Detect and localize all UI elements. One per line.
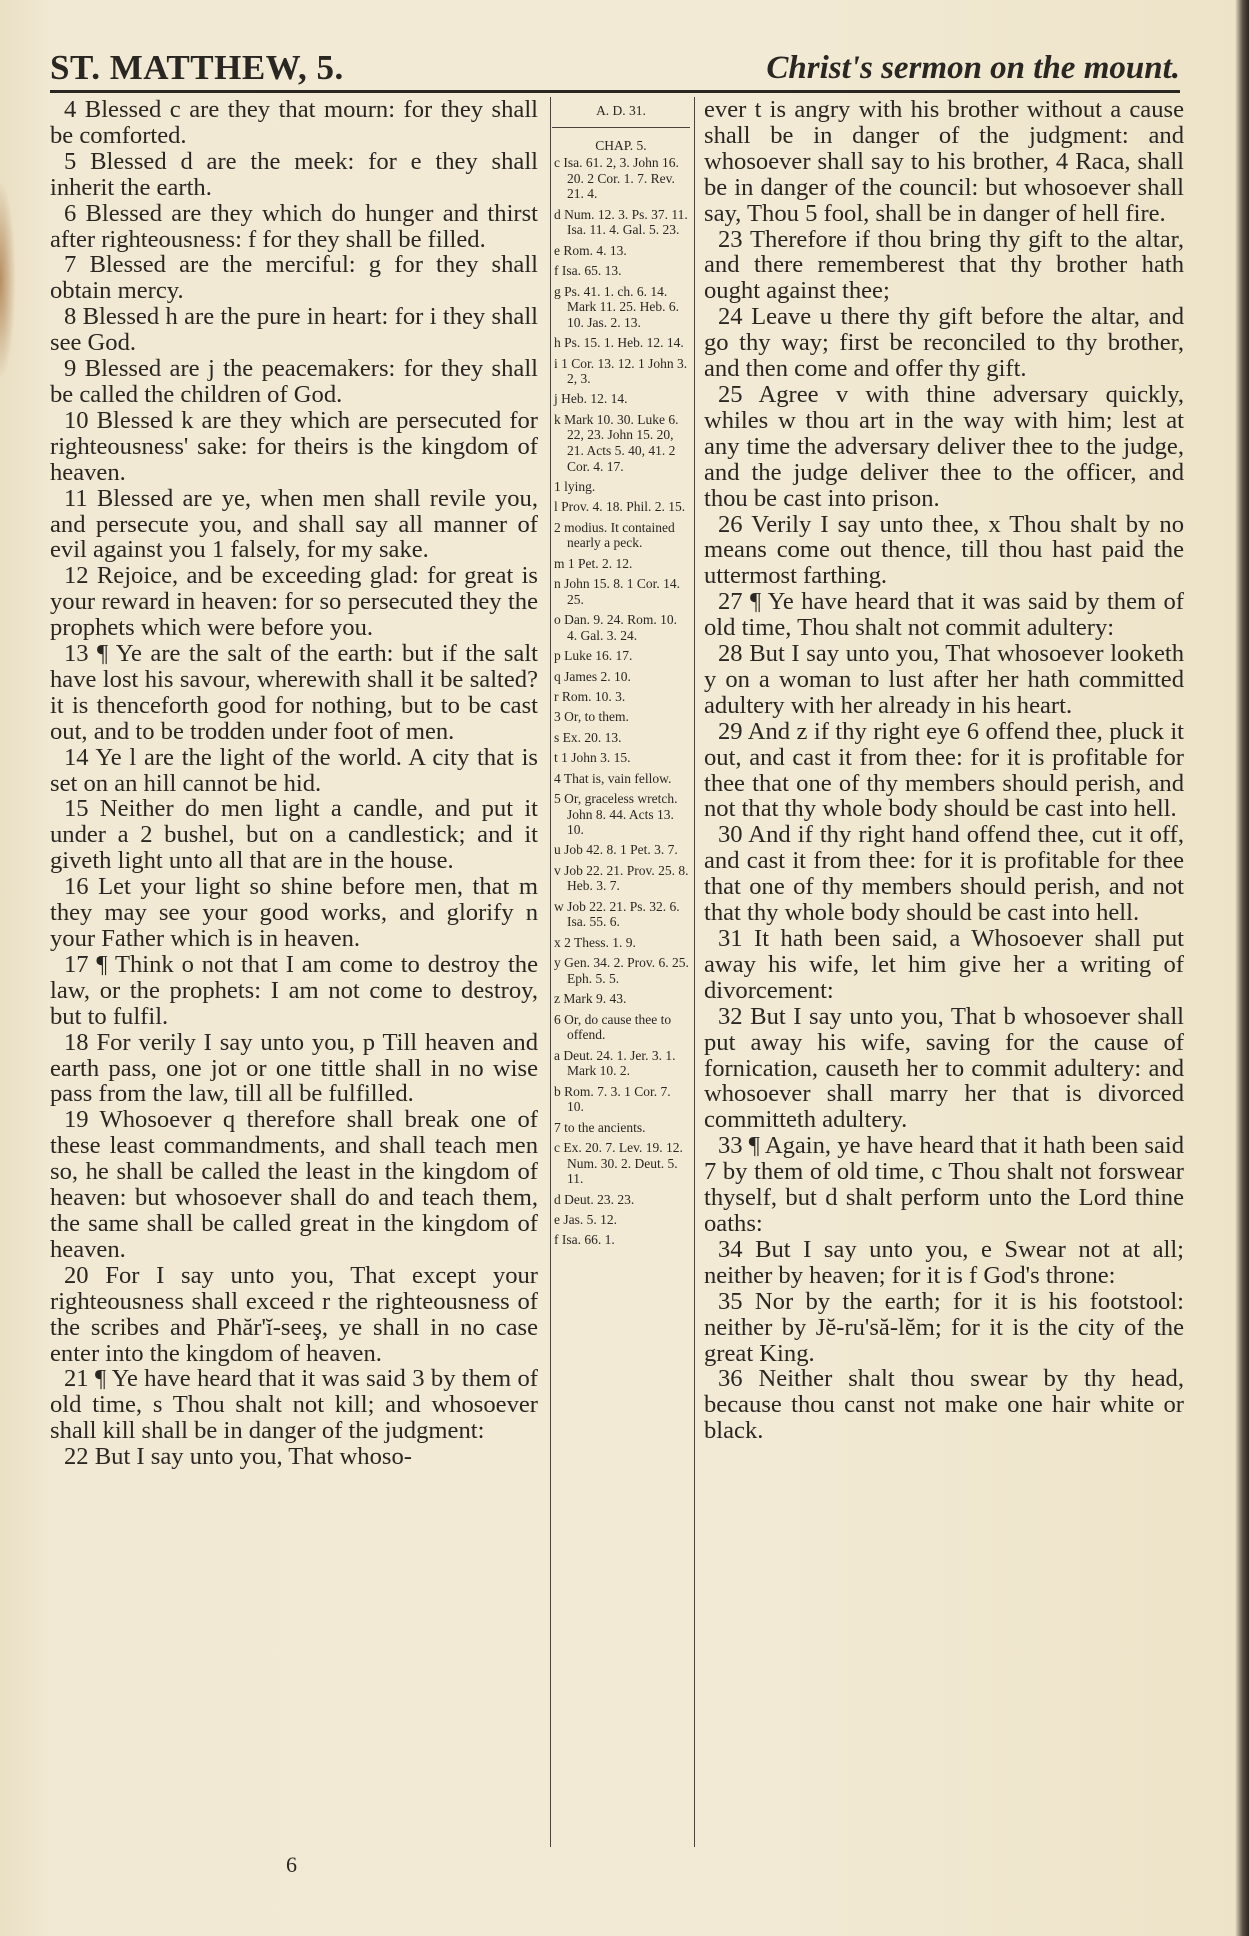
verse: 19 Whosoever q therefore shall break one of these least commandments, and shall teach men so, he shall be called the least in the kingdom of heaven: but whosoever shall do and teach them, the same shall be called great in the kingdom of heaven. bbox=[50, 1106, 538, 1263]
verse: 21 ¶ Ye have heard that it was said 3 by them of old time, s Thou shalt not kill; and whosoever shall kill shall be in danger of the judgment: bbox=[50, 1365, 538, 1445]
margin-note: 5 Or, graceless wretch. John 8. 44. Acts 13. 10. bbox=[554, 790, 678, 838]
margin-note: b Rom. 7. 3. 1 Cor. 7. 10. bbox=[554, 1083, 671, 1115]
verse: 27 ¶ Ye have heard that it was said by them of old time, Thou shalt not commit adultery: bbox=[704, 588, 1184, 642]
verse: 23 Therefore if thou bring thy gift to the altar, and there rememberest that thy brother hath ought against thee; bbox=[704, 225, 1184, 305]
margin-note: h Ps. 15. 1. Heb. 12. 14. bbox=[554, 335, 684, 351]
column-divider-left bbox=[550, 97, 551, 1847]
verse: 29 And z if thy right eye 6 offend thee, pluck it out, and cast it from thee: for it is profitable for thee that one of thy members should perish, and not that thy whole body should be cast into hell. bbox=[704, 717, 1184, 823]
verse: 17 ¶ Think o not that I am come to destroy the law, or the prophets: I am not come to destroy, but to fulfil. bbox=[50, 950, 538, 1030]
verse: 33 ¶ Again, ye have heard that it hath been said 7 by them of old time, c Thou shalt not forswear thyself, but d shalt perform unto the Lord thine oaths: bbox=[704, 1132, 1184, 1237]
verse: 6 Blessed are they which do hunger and thirst after righteousness: f for they shall be filled. bbox=[50, 199, 538, 253]
verse: 22 But I say unto you, That whoso- bbox=[64, 1443, 412, 1471]
margin-year: A. D. 31. bbox=[596, 103, 646, 118]
margin-note: e Jas. 5. 12. bbox=[554, 1211, 617, 1227]
margin-note: p Luke 16. 17. bbox=[554, 648, 633, 664]
verse: 8 Blessed h are the pure in heart: for i they shall see God. bbox=[50, 303, 538, 357]
margin-note: 4 That is, vain fellow. bbox=[554, 770, 672, 786]
verse: 11 Blessed are ye, when men shall revile you, and persecute you, and shall say all manner of evil against you 1 falsely, for my sake. bbox=[50, 484, 538, 564]
verse: 25 Agree v with thine adversary quickly, whiles w thou art in the way with him; lest at any time the adversary deliver thee to the judge, and the judge deliver thee to the officer, and thou be cast into prison. bbox=[704, 380, 1184, 512]
margin-note: d Deut. 23. 23. bbox=[554, 1191, 635, 1207]
verse: 35 Nor by the earth; for it is his footstool: neither by Jĕ-ru'să-lĕm; for it is the city of the great King. bbox=[704, 1287, 1184, 1367]
margin-note: c Isa. 61. 2, 3. John 16. 20. 2 Cor. 1. 7. Rev. 21. 4. bbox=[554, 155, 679, 202]
margin-note: a Deut. 24. 1. Jer. 3. 1. Mark 10. 2. bbox=[554, 1047, 676, 1079]
margin-chapter: CHAP. 5. bbox=[595, 137, 647, 153]
margin-note: 6 Or, do cause thee to offend. bbox=[554, 1011, 672, 1043]
margin-note: w Job 22. 21. Ps. 32. 6. Isa. 55. 6. bbox=[554, 898, 680, 930]
verse: 5 Blessed d are the meek: for e they shall inherit the earth. bbox=[50, 147, 538, 201]
verse: 7 Blessed are the merciful: g for they shall obtain mercy. bbox=[50, 251, 538, 305]
verse: 26 Verily I say unto thee, x Thou shalt by no means come out thence, till thou hast paid the uttermost farthing. bbox=[704, 510, 1184, 590]
page-number: 6 bbox=[286, 1852, 297, 1877]
margin-note: x 2 Thess. 1. 9. bbox=[554, 934, 636, 950]
verse: 15 Neither do men light a candle, and put it under a 2 bushel, but on a candlestick; and it giveth light unto all that are in the house. bbox=[50, 795, 538, 875]
left-text-column bbox=[50, 97, 538, 1470]
margin-note: 7 to the ancients. bbox=[554, 1119, 646, 1135]
margin-rule bbox=[552, 127, 690, 128]
margin-note: s Ex. 20. 13. bbox=[554, 729, 622, 745]
page-edge-shadow-right bbox=[1235, 0, 1249, 1936]
verse: 16 Let your light so shine before men, that m they may see your good works, and glorify n your Father which is in heaven. bbox=[50, 873, 538, 952]
verse: 9 Blessed are j the peacemakers: for they shall be called the children of God. bbox=[50, 355, 538, 408]
margin-note: f Isa. 66. 1. bbox=[554, 1232, 615, 1248]
margin-note: o Dan. 9. 24. Rom. 10. 4. Gal. 3. 24. bbox=[554, 612, 677, 643]
margin-note: u Job 42. 8. 1 Pet. 3. 7. bbox=[554, 842, 678, 858]
verse: 30 And if thy right hand offend thee, cut it off, and cast it from thee: for it is profitable for thee that one of thy members should perish, and not that thy whole body should be cast into hell. bbox=[704, 821, 1184, 927]
verse: 4 Blessed c are they that mourn: for they shall be comforted. bbox=[50, 96, 538, 149]
margin-note: e Rom. 4. 13. bbox=[554, 242, 627, 258]
margin-note: 2 modius. It contained nearly a peck. bbox=[554, 519, 675, 551]
margin-note: t 1 John 3. 15. bbox=[554, 750, 631, 766]
verse: 12 Rejoice, and be exceeding glad: for great is your reward in heaven: for so persecuted they the prophets which were before you. bbox=[50, 562, 538, 642]
marginal-references bbox=[552, 97, 690, 1253]
margin-note: v Job 22. 21. Prov. 25. 8. Heb. 3. 7. bbox=[554, 862, 689, 894]
verse: 10 Blessed k are they which are persecuted for righteousness' sake: for theirs is the kingdom of heaven. bbox=[50, 406, 538, 486]
right-text-column bbox=[704, 97, 1184, 1444]
verse: 24 Leave u there thy gift before the altar, and go thy way; first be reconciled to thy brother, and then come and offer thy gift. bbox=[704, 303, 1184, 383]
column-divider-right bbox=[694, 97, 695, 1847]
margin-note: n John 15. 8. 1 Cor. 14. 25. bbox=[554, 576, 681, 607]
margin-note: j Heb. 12. 14. bbox=[554, 391, 628, 407]
margin-note: l Prov. 4. 18. Phil. 2. 15. bbox=[554, 499, 686, 515]
margin-note: q James 2. 10. bbox=[554, 668, 631, 684]
margin-note: z Mark 9. 43. bbox=[554, 991, 627, 1007]
verse: 34 But I say unto you, e Swear not at all; neither by heaven; for it is f God's throne: bbox=[704, 1235, 1184, 1289]
verse-continuation: ever t is angry with his brother without a cause shall be in danger of the judgment: and whosoever shall say to his brother, 4 Raca, shall be in danger of the council: but whosoever shall say, Thou 5 fool, shall be in danger of hell fire. bbox=[704, 96, 1184, 227]
margin-note: k Mark 10. 30. Luke 6. 22, 23. John 15. 20, 21. Acts 5. 40, 41. 2 Cor. 4. 17. bbox=[554, 411, 679, 474]
margin-notes-list bbox=[552, 155, 690, 1248]
verse: 20 For I say unto you, That except your righteousness shall exceed r the righteousness of the scribes and Phăr'ĭ-seeş, ye shall in no case enter into the kingdom of heaven. bbox=[50, 1261, 538, 1367]
margin-note: i 1 Cor. 13. 12. 1 John 3. 2, 3. bbox=[554, 355, 688, 387]
book-chapter-title: ST. MATTHEW, 5. bbox=[50, 48, 344, 87]
margin-note: r Rom. 10. 3. bbox=[554, 688, 626, 704]
margin-note: m 1 Pet. 2. 12. bbox=[554, 555, 633, 571]
margin-note: 3 Or, to them. bbox=[554, 709, 629, 725]
verse: 28 But I say unto you, That whosoever looketh y on a woman to lust after her hath committed adultery with her already in his heart. bbox=[704, 640, 1184, 719]
verse: 36 Neither shalt thou swear by thy head, because thou canst not make one hair white or black. bbox=[704, 1365, 1184, 1445]
page-edge-shadow-left bbox=[0, 180, 16, 380]
verse: 14 Ye l are the light of the world. A city that is set on an hill cannot be hid. bbox=[50, 743, 538, 797]
verse: 18 For verily I say unto you, p Till heaven and earth pass, one jot or one tittle shall in no wise pass from the law, till all be fulfilled. bbox=[50, 1028, 538, 1108]
margin-note: f Isa. 65. 13. bbox=[554, 263, 622, 279]
running-title: Christ's sermon on the mount. bbox=[766, 50, 1180, 86]
margin-note: d Num. 12. 3. Ps. 37. 11. Isa. 11. 4. Gal. 5. 23. bbox=[554, 206, 688, 238]
margin-note: y Gen. 34. 2. Prov. 6. 25. Eph. 5. 5. bbox=[554, 955, 689, 986]
margin-note: 1 lying. bbox=[554, 479, 596, 495]
margin-note: c Ex. 20. 7. Lev. 19. 12. Num. 30. 2. Deut. 5. 11. bbox=[554, 1139, 683, 1187]
margin-note: g Ps. 41. 1. ch. 6. 14. Mark 11. 25. Heb. 6. 10. Jas. 2. 13. bbox=[554, 283, 679, 330]
verse: 13 ¶ Ye are the salt of the earth: but if the salt have lost his savour, wherewith shall it be salted? it is thenceforth good for nothing, but to be cast out, and to be trodden under foot of men. bbox=[50, 640, 538, 745]
header-rule bbox=[50, 90, 1180, 93]
verse: 32 But I say unto you, That b whosoever shall put away his wife, saving for the cause of fornication, causeth her to commit adultery: and whosoever shall marry her that is divorced committeth adultery. bbox=[704, 1002, 1184, 1134]
verse: 31 It hath been said, a Whosoever shall put away his wife, let him give her a writing of divorcement: bbox=[704, 925, 1184, 1004]
